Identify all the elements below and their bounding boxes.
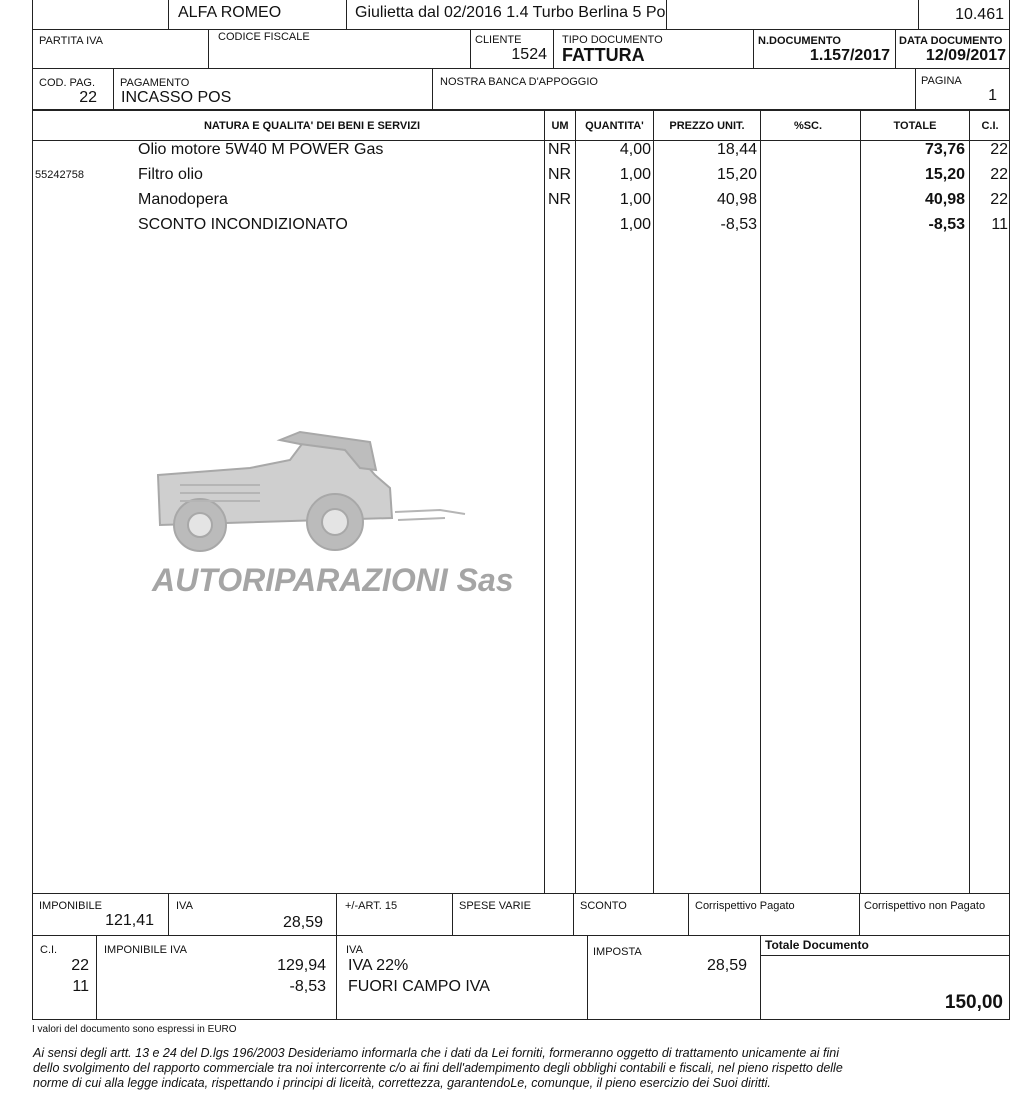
summary-iva-value: FUORI CAMPO IVA <box>348 978 490 995</box>
divider <box>915 68 916 110</box>
table-row <box>32 140 1010 165</box>
col-header-qta: QUANTITA' <box>585 120 644 132</box>
cliente-label: CLIENTE <box>475 34 522 46</box>
tipo-documento-value: FATTURA <box>562 45 645 65</box>
divider <box>760 935 761 1020</box>
imponibile-value: 121,41 <box>105 912 154 929</box>
row-description: Filtro olio <box>138 166 203 183</box>
divider <box>452 893 453 936</box>
totale-documento-value: 150,00 <box>944 992 1003 1013</box>
col-header-ci: C.I. <box>981 120 999 132</box>
vehicle-km: 10.461 <box>955 6 1004 23</box>
row-um: NR <box>548 191 572 208</box>
summary-imposta-value: 28,59 <box>706 957 747 974</box>
row-quantity: 1,00 <box>619 216 651 233</box>
table-row <box>32 165 1010 190</box>
row-quantity: 1,00 <box>619 191 651 208</box>
col-header-sc: %SC. <box>793 120 823 132</box>
divider <box>760 955 1010 956</box>
col-header-descr: NATURA E QUALITA' DEI BENI E SERVIZI <box>203 120 421 132</box>
row-total: 15,20 <box>924 166 965 183</box>
divider <box>859 893 860 936</box>
privacy-notice <box>33 1046 843 1091</box>
divider <box>208 29 209 69</box>
watermark-text: AUTORIPARAZIONI Sas <box>152 562 514 598</box>
divider <box>895 29 896 69</box>
cod-pag-label: COD. PAG. <box>39 77 96 89</box>
table-row <box>32 215 1010 240</box>
row-total: 40,98 <box>924 191 965 208</box>
corrispettivo-non-pagato-label: Corrispettivo non Pagato <box>864 900 986 912</box>
privacy-line: Ai sensi degli artt. 13 e 24 del D.lgs 196/2003 Desideriamo informarla che i dati da Lei forniti, formeranno oggetto di trattamento unicamente ai fini <box>33 1046 840 1060</box>
row-unit-price: 15,20 <box>716 166 757 183</box>
divider <box>168 893 169 936</box>
row-quantity: 1,00 <box>619 166 651 183</box>
divider <box>553 29 554 69</box>
row-ci: 22 <box>990 191 1008 208</box>
divider <box>470 29 471 69</box>
divider <box>168 0 169 30</box>
banca-label: NOSTRA BANCA D'APPOGGIO <box>440 76 598 88</box>
row-ci: 22 <box>990 141 1008 158</box>
row-total: 73,76 <box>924 141 965 158</box>
iva-value: 28,59 <box>282 914 323 931</box>
divider <box>113 68 114 110</box>
tipo-documento-label: TIPO DOCUMENTO <box>562 34 663 46</box>
summary-ci-value: 22 <box>71 957 89 974</box>
spese-varie-label: SPESE VARIE <box>459 900 531 912</box>
pagina-value: 1 <box>988 87 997 104</box>
cod-pag-value: 22 <box>79 89 97 106</box>
row-unit-price: 18,44 <box>716 141 757 158</box>
pagamento-label: PAGAMENTO <box>120 77 190 89</box>
divider <box>666 0 667 30</box>
col-header-totale: TOTALE <box>893 120 937 132</box>
data-documento-label: DATA DOCUMENTO <box>899 35 1003 47</box>
vehicle-model: Giulietta dal 02/2016 1.4 Turbo Berlina 5 Po <box>355 4 666 21</box>
corrispettivo-pagato-label: Corrispettivo Pagato <box>695 900 795 912</box>
divider <box>336 935 337 1020</box>
summary-imponibile-label: IMPONIBILE IVA <box>104 944 187 956</box>
divider <box>587 935 588 1020</box>
n-documento-label: N.DOCUMENTO <box>758 35 841 47</box>
divider <box>688 893 689 936</box>
art15-label: +/-ART. 15 <box>345 900 398 912</box>
iva-label: IVA <box>176 900 193 912</box>
summary-imposta-label: IMPOSTA <box>593 946 642 958</box>
summary-ci-label: C.I. <box>40 944 58 956</box>
pagina-label: PAGINA <box>921 75 962 87</box>
row-unit-price: 40,98 <box>716 191 757 208</box>
n-documento-value: 1.157/2017 <box>809 47 890 64</box>
divider <box>573 893 574 936</box>
privacy-line: norme di cui alla legge indicata, rispettando i principi di liceità, correttezza, garantendoLe, comunque, il pieno esercizio dei Suoi diritti. <box>33 1076 771 1090</box>
row-um: NR <box>548 141 572 158</box>
partita-iva-label: PARTITA IVA <box>39 35 103 47</box>
row-total: -8,53 <box>928 216 965 233</box>
divider <box>346 0 347 30</box>
table-row <box>32 190 1010 215</box>
privacy-line: dello svolgimento del rapporto commerciale tra noi intercorrente c/o ai fini dell'adempimento degli obblighi contabili e fiscali, nel pieno rispetto delle <box>33 1061 843 1075</box>
cliente-value: 1524 <box>511 46 547 63</box>
codice-fiscale-label: CODICE FISCALE <box>218 31 310 43</box>
divider <box>432 68 433 110</box>
row-unit-price: -8,53 <box>720 216 757 233</box>
col-header-prezzo: PREZZO UNIT. <box>669 120 745 132</box>
row-quantity: 4,00 <box>619 141 651 158</box>
data-documento-value: 12/09/2017 <box>925 47 1006 64</box>
car-logo-icon <box>140 430 470 555</box>
summary-iva-value: IVA 22% <box>348 957 409 974</box>
sconto-label: SCONTO <box>580 900 627 912</box>
vehicle-brand: ALFA ROMEO <box>178 4 282 21</box>
col-header-um: UM <box>551 120 569 132</box>
totale-documento-label: Totale Documento <box>765 938 869 952</box>
summary-imponibile-value: -8,53 <box>289 978 326 995</box>
summary-iva-label: IVA <box>346 944 363 956</box>
divider <box>96 935 97 1020</box>
row-description: Manodopera <box>138 191 228 208</box>
divider <box>336 893 337 936</box>
row-description: SCONTO INCONDIZIONATO <box>138 216 348 233</box>
summary-ci-value: 11 <box>72 978 89 995</box>
summary-imponibile-value: 129,94 <box>277 957 326 974</box>
divider <box>918 0 919 30</box>
row-code: 55242758 <box>35 169 84 181</box>
row-description: Olio motore 5W40 M POWER Gas <box>138 141 384 158</box>
company-watermark <box>140 430 540 610</box>
imponibile-label: IMPONIBILE <box>39 900 102 912</box>
row-um: NR <box>548 166 572 183</box>
row-ci: 11 <box>991 216 1008 233</box>
pagamento-value: INCASSO POS <box>121 89 232 106</box>
euro-note: I valori del documento sono espressi in EURO <box>32 1024 237 1035</box>
divider <box>753 29 754 69</box>
row-ci: 22 <box>990 166 1008 183</box>
